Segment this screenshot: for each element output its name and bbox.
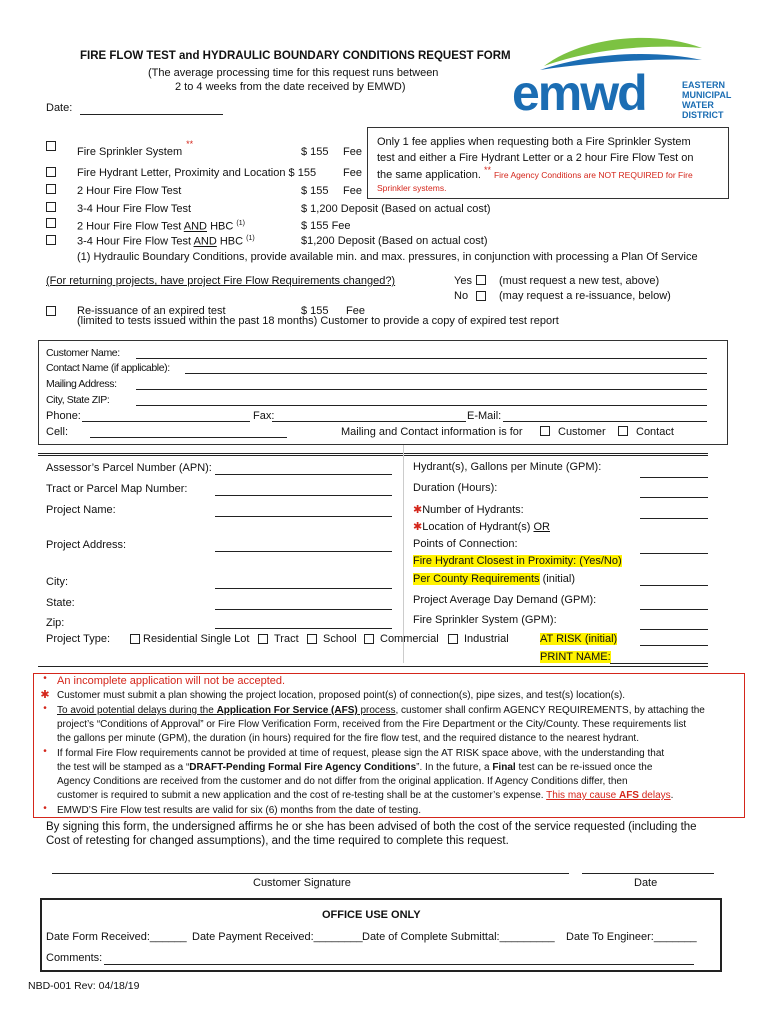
service-3-4-hour-hbc-price: $1,200 Deposit (Based on actual cost) xyxy=(301,235,488,247)
revision-footer: NBD-001 Rev: 04/18/19 xyxy=(28,980,140,992)
num-hydrants-label: ✱Number of Hydrants: xyxy=(413,504,524,516)
city-state-zip-label: City, State ZIP: xyxy=(46,394,110,406)
note-valid: EMWD’S Fire Flow test results are valid for six (6) months from the date of testing. xyxy=(57,805,422,816)
points-connection-label: Points of Connection: xyxy=(413,538,518,550)
hbc-footnote: (1) Hydraulic Boundary Conditions, provide available min. and max. pressures, in conjunction with processing a Plan Of Service xyxy=(77,251,698,263)
note-plan: Customer must submit a plan showing the project location, proposed point(s) of connection(s), pipe sizes, and test(s) location(s). xyxy=(57,690,626,701)
reissue-note: (limited to tests issued within the past 18 months) Customer to provide a copy of expired test report xyxy=(77,315,559,327)
returning-yes-note: (must request a new test, above) xyxy=(499,275,660,287)
checkbox-type-industrial[interactable] xyxy=(448,634,458,644)
tract-field[interactable] xyxy=(215,495,392,496)
service-2-hour-label: 2 Hour Fire Flow Test xyxy=(77,185,182,197)
email-label: E-Mail: xyxy=(467,410,502,422)
service-hydrant-letter-label: Fire Hydrant Letter, Proximity and Location $ 155 xyxy=(77,167,317,179)
note-atrisk-line4: customer is required to submit a new application and the cost of re-testing shall be at the customer’s expense. This may cause AFS delays. xyxy=(57,790,674,801)
logo-org-name: EASTERN MUNICIPAL WATER DISTRICT xyxy=(682,80,732,120)
duration-label: Duration (Hours): xyxy=(413,482,498,494)
form-subtitle-line2: 2 to 4 weeks from the date received by EMWD) xyxy=(175,81,406,93)
checkbox-type-residential[interactable] xyxy=(130,634,140,644)
num-hydrants-field[interactable] xyxy=(640,518,708,519)
info-contact-label: Contact xyxy=(636,426,674,438)
returning-no-label: No xyxy=(454,290,469,302)
type-commercial-label: Commercial xyxy=(380,633,439,645)
form-title: FIRE FLOW TEST and HYDRAULIC BOUNDARY CONDITIONS REQUEST FORM xyxy=(80,50,511,62)
email-field[interactable] xyxy=(503,421,707,422)
avg-demand-label: Project Average Day Demand (GPM): xyxy=(413,594,597,606)
location-hydrants-label: ✱Location of Hydrant(s) OR xyxy=(413,521,550,533)
date-label: Date: xyxy=(46,102,73,114)
at-risk-field[interactable] xyxy=(640,645,708,646)
required-star-icon: ✱ xyxy=(413,521,423,533)
checkbox-type-school[interactable] xyxy=(307,634,317,644)
service-hydrant-letter-fee: Fee xyxy=(343,167,362,179)
returning-yes-label: Yes xyxy=(454,275,472,287)
office-use-title: OFFICE USE ONLY xyxy=(322,909,421,921)
service-2-hour-hbc-price: $ 155 Fee xyxy=(301,220,351,232)
hydrant-gpm-label: Hydrant(s), Gallons per Minute (GPM): xyxy=(413,461,602,473)
hydrant-gpm-field[interactable] xyxy=(640,477,708,478)
note-afs-line2: project’s “Conditions of Approval” or Fire Flow Verification Form, received from the Fire Department or the City/County. These requirements list xyxy=(57,719,687,730)
info-customer-label: Customer xyxy=(558,426,606,438)
cell-label: Cell: xyxy=(46,426,69,438)
section-divider xyxy=(38,453,708,454)
bullet-icon: • xyxy=(43,703,47,714)
required-star-icon: ✱ xyxy=(413,504,423,516)
returning-question: (For returning projects, have project Fire Flow Requirements changed?) xyxy=(46,275,396,287)
date-field[interactable] xyxy=(80,114,223,115)
signature-date-field[interactable] xyxy=(582,873,714,874)
bullet-icon: • xyxy=(43,673,47,684)
signature-date-label: Date xyxy=(634,877,658,889)
county-initial-field[interactable] xyxy=(640,585,708,586)
county-requirements-label: Per County Requirements (initial) xyxy=(413,573,576,585)
form-subtitle-line1: (The average processing time for this request runs between xyxy=(148,67,439,79)
checkbox-type-commercial[interactable] xyxy=(364,634,374,644)
project-type-label: Project Type: xyxy=(46,633,110,645)
project-state-label: State: xyxy=(46,597,75,609)
checkbox-hydrant-letter[interactable] xyxy=(46,167,56,177)
reissue-label: Re-issuance of an expired test xyxy=(77,305,226,317)
note-afs-line1: To avoid potential delays during the Application For Service (AFS) process, customer shall confirm AGENCY REQUIREMENTS, by attaching the xyxy=(57,705,705,716)
bullet-icon: • xyxy=(43,746,47,757)
type-residential-label: Residential Single Lot xyxy=(143,633,250,645)
returning-no-note: (may request a re-issuance, below) xyxy=(499,290,671,302)
checkbox-returning-no[interactable] xyxy=(476,291,486,301)
phone-field[interactable] xyxy=(82,421,250,422)
service-3-4-hour-price: $ 1,200 Deposit (Based on actual cost) xyxy=(301,203,491,215)
avg-demand-field[interactable] xyxy=(640,609,708,610)
note-afs-line3: the gallons per minute (GPM), the duration (in hours) required for the fire flow test, and the required distance to the nearest hydrant. xyxy=(57,733,639,744)
fax-field[interactable] xyxy=(272,421,466,422)
signature-field[interactable] xyxy=(52,873,569,874)
project-address-label: Project Address: xyxy=(46,539,127,551)
checkbox-3-4-hour-hbc[interactable] xyxy=(46,235,56,245)
note-incomplete: An incomplete application will not be accepted. xyxy=(57,675,286,687)
comments-field[interactable] xyxy=(104,964,694,965)
project-name-field[interactable] xyxy=(215,516,392,517)
sprinkler-gpm-label: Fire Sprinkler System (GPM): xyxy=(413,614,557,626)
service-2-hour-price: $ 155 xyxy=(301,185,329,197)
comments-label: Comments: xyxy=(46,952,103,964)
type-tract-label: Tract xyxy=(274,633,299,645)
tract-label: Tract or Parcel Map Number: xyxy=(46,483,188,495)
apn-label: Assessor’s Parcel Number (APN): xyxy=(46,462,212,474)
closest-proximity-label: Fire Hydrant Closest in Proximity: (Yes/No) xyxy=(413,555,622,567)
checkbox-2-hour-hbc[interactable] xyxy=(46,218,56,228)
reissue-price: $ 155 xyxy=(301,305,329,317)
cell-field[interactable] xyxy=(90,437,287,438)
info-for-label: Mailing and Contact information is for xyxy=(341,426,523,438)
service-sprinkler-label: Fire Sprinkler System** xyxy=(77,139,194,158)
signature-label: Customer Signature xyxy=(253,877,351,889)
checkbox-returning-yes[interactable] xyxy=(476,275,486,285)
checkbox-info-contact[interactable] xyxy=(618,426,628,436)
checkbox-info-customer[interactable] xyxy=(540,426,550,436)
print-name-label: PRINT NAME: xyxy=(540,651,611,663)
phone-label: Phone: xyxy=(46,410,81,422)
type-school-label: School xyxy=(323,633,357,645)
contact-name-field[interactable] xyxy=(185,373,707,374)
star-bullet-icon: ✱ xyxy=(40,689,50,701)
service-sprinkler-price: $ 155 xyxy=(301,146,329,158)
city-state-zip-field[interactable] xyxy=(136,405,707,406)
reissue-fee: Fee xyxy=(346,305,365,317)
service-sprinkler-fee: Fee xyxy=(343,146,362,158)
apn-field[interactable] xyxy=(215,474,392,475)
project-zip-label: Zip: xyxy=(46,617,65,629)
at-risk-label: AT RISK (initial) xyxy=(540,633,618,645)
project-city-field[interactable] xyxy=(215,588,392,589)
emwd-logo xyxy=(512,30,742,125)
project-name-label: Project Name: xyxy=(46,504,116,516)
bullet-icon: • xyxy=(43,803,47,814)
customer-name-field[interactable] xyxy=(136,358,707,359)
contact-name-label: Contact Name (if applicable): xyxy=(46,362,170,374)
note-atrisk-line3: Agency Conditions are received from the customer and do not differ from the original application. If Agency Conditions differ, then xyxy=(57,776,628,787)
service-2-hour-hbc-label: 2 Hour Fire Flow Test AND HBC $^{(1)}$ xyxy=(77,220,245,233)
date-to-engineer: Date To Engineer:_______ xyxy=(566,931,697,943)
signing-text-line2: Cost of retesting for changed assumptions), and the time required to complete this request. xyxy=(46,835,509,847)
service-3-4-hour-hbc-label: 3-4 Hour Fire Flow Test AND HBC $^{(1)}$ xyxy=(77,235,255,248)
project-zip-field[interactable] xyxy=(215,628,392,629)
project-address-field[interactable] xyxy=(215,551,392,552)
date-payment-received: Date Payment Received:________ xyxy=(192,931,363,943)
print-name-field[interactable] xyxy=(610,663,708,664)
mailing-address-field[interactable] xyxy=(136,389,707,390)
service-3-4-hour-label: 3-4 Hour Fire Flow Test xyxy=(77,203,192,215)
checkbox-3-4-hour-test[interactable] xyxy=(46,202,56,212)
sprinkler-gpm-field[interactable] xyxy=(640,629,708,630)
checkbox-fire-sprinkler[interactable] xyxy=(46,141,56,151)
project-state-field[interactable] xyxy=(215,609,392,610)
logo-wordmark: emwd xyxy=(512,65,646,121)
checkbox-2-hour-test[interactable] xyxy=(46,184,56,194)
customer-name-label: Customer Name: xyxy=(46,347,120,359)
type-industrial-label: Industrial xyxy=(464,633,509,645)
service-2-hour-fee: Fee xyxy=(343,185,362,197)
checkbox-type-tract[interactable] xyxy=(258,634,268,644)
fax-label: Fax: xyxy=(253,410,275,422)
project-city-label: City: xyxy=(46,576,68,588)
signing-text-line1: By signing this form, the undersigned affirms he or she has been advised of both the cost of the service requested (including the xyxy=(46,821,697,833)
points-connection-field[interactable] xyxy=(640,553,708,554)
date-form-received: Date Form Received:______ xyxy=(46,931,187,943)
duration-field[interactable] xyxy=(640,497,708,498)
fee-notice-box: Only 1 fee applies when requesting both a Fire Sprinkler System test and either a Fire Hydrant Letter or a 2 hour Fire Flow Test on the same application. ** Fire Agency Conditions are NOT REQUIRED for Fire Sprinkler systems. xyxy=(367,127,729,199)
checkbox-reissuance[interactable] xyxy=(46,306,56,316)
note-atrisk-line2: the test will be stamped as a “DRAFT-Pending Formal Fire Agency Conditions”. In the future, a Final test can be re-issued once the xyxy=(57,762,653,773)
note-atrisk-line1: If formal Fire Flow requirements cannot be provided at time of request, please sign the AT RISK space above, with the understanding that xyxy=(57,748,665,759)
date-complete-submittal: Date of Complete Submittal:_________ xyxy=(362,931,555,943)
mailing-address-label: Mailing Address: xyxy=(46,378,117,390)
